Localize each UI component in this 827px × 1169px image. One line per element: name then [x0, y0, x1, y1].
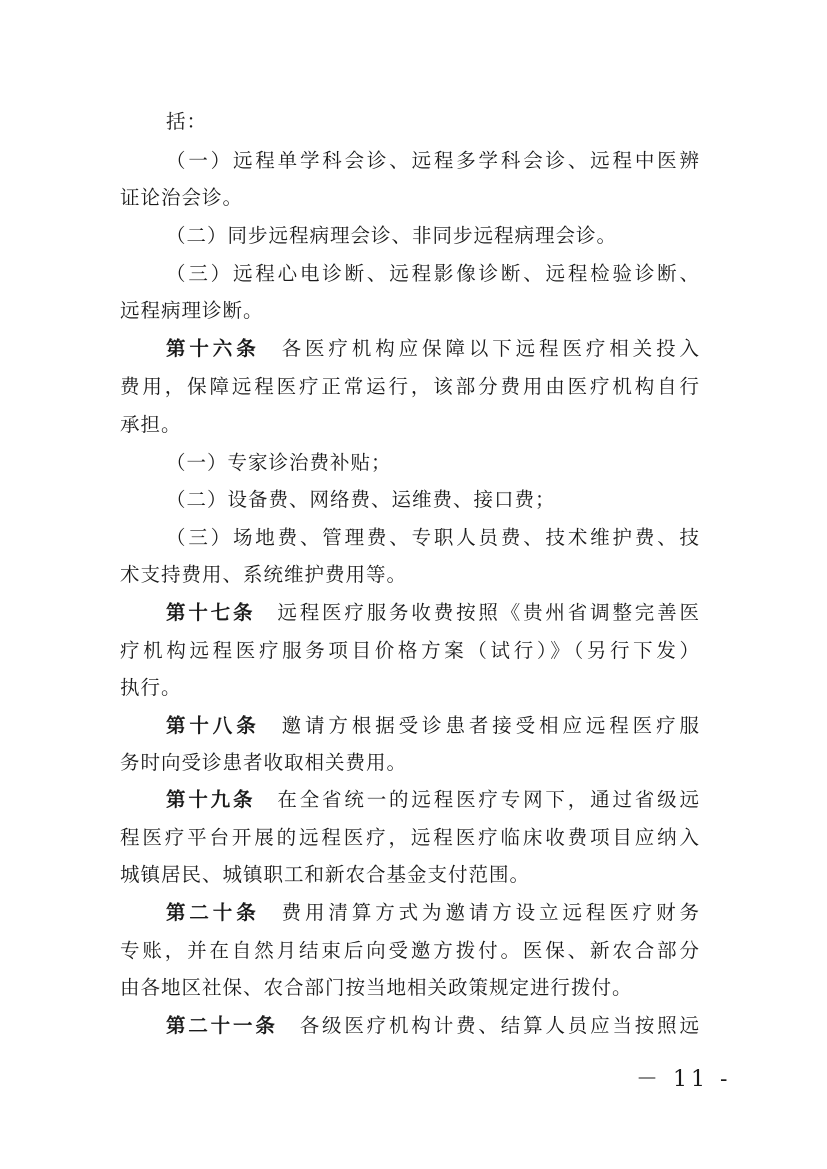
article-heading-line: 第二十条 费用清算方式为邀请方设立远程医疗财务 — [166, 901, 700, 924]
text-line: 证论治会诊。 — [120, 186, 244, 209]
article-heading-line: 第十八条 邀请方根据受诊患者接受相应远程医疗服 — [166, 714, 700, 737]
article-number: 第十八条 — [166, 714, 260, 737]
article-number: 第十六条 — [166, 337, 260, 360]
text-line: 务时向受诊患者收取相关费用。 — [120, 751, 408, 774]
article-heading-line: 第二十一条 各级医疗机构计费、结算人员应当按照远 — [166, 1014, 700, 1037]
page-number: － 11 - — [636, 1067, 732, 1092]
article-number: 第十七条 — [166, 601, 256, 624]
text-line: 疗机构远程医疗服务项目价格方案（试行）》（另行下发） — [120, 639, 700, 662]
text-line: 城镇居民、城镇职工和新农合基金支付范围。 — [120, 863, 531, 886]
text-line: 远程病理诊断。 — [120, 299, 264, 322]
article-number: 第十九条 — [166, 788, 256, 811]
article-heading-line: 第十九条 在全省统一的远程医疗专网下，通过省级远 — [166, 788, 700, 811]
text-line: 专账，并在自然月结束后向受邀方拨付。医保、新农合部分 — [120, 939, 700, 962]
article-heading-line: 第十六条 各医疗机构应保障以下远程医疗相关投入 — [166, 337, 700, 360]
text-line: 执行。 — [120, 676, 182, 699]
text-line: （一）专家诊治费补贴； — [166, 451, 392, 474]
text-line: 术支持费用、系统维护费用等。 — [120, 563, 408, 586]
text-line: （三）远程心电诊断、远程影像诊断、远程检验诊断、 — [166, 262, 700, 285]
text-line: 由各地区社保、农合部门按当地相关政策规定进行拨付。 — [120, 976, 633, 999]
text-line: 费用，保障远程医疗正常运行，该部分费用由医疗机构自行 — [120, 375, 700, 398]
text-line: （二）同步远程病理会诊、非同步远程病理会诊。 — [166, 224, 618, 247]
article-number: 第二十条 — [166, 901, 260, 924]
text-line: （三）场地费、管理费、专职人员费、技术维护费、技 — [166, 526, 700, 549]
article-number: 第二十一条 — [166, 1014, 278, 1037]
text-line: （一）远程单学科会诊、远程多学科会诊、远程中医辨 — [166, 149, 700, 172]
article-heading-line: 第十七条 远程医疗服务收费按照《贵州省调整完善医 — [166, 601, 700, 624]
text-line: 承担。 — [120, 413, 182, 436]
text-line: 程医疗平台开展的远程医疗，远程医疗临床收费项目应纳入 — [120, 826, 700, 849]
text-line: 括： — [166, 110, 208, 133]
text-line: （二）设备费、网络费、运维费、接口费； — [166, 488, 556, 511]
